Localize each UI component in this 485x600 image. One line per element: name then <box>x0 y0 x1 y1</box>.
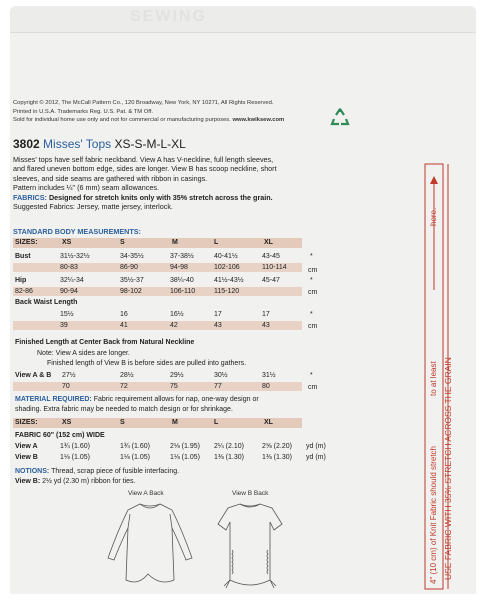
bust-cm: 110-114 <box>262 264 287 271</box>
material-line-1: MATERIAL REQUIRED: Fabric requirement allows for nap, one-way design or <box>15 396 259 403</box>
hip-cm-row <box>13 287 302 296</box>
hip-cm: 98-102 <box>120 288 142 295</box>
finished-cm-row <box>13 382 302 391</box>
view-a-back-caption: View A Back <box>128 490 164 497</box>
back-waist-cm: 42 <box>170 322 178 329</box>
bust-cm: 102-106 <box>214 264 240 271</box>
bust-cm: 80-83 <box>60 264 78 271</box>
pattern-number: 3802 <box>13 137 40 151</box>
bust-cm-unit: cm <box>308 267 318 274</box>
back-waist-in: 16½ <box>170 311 184 318</box>
hip-label: Hip <box>15 277 27 284</box>
back-waist-cm: 43 <box>262 322 270 329</box>
finished-cm: 77 <box>214 383 222 390</box>
view-a-yardage: 1¾ (1.60) <box>60 443 90 450</box>
back-waist-label: Back Waist Length <box>15 299 78 306</box>
view-b-yardage: 1⅛ (1.05) <box>60 454 90 461</box>
finished-in: 29½ <box>170 372 184 379</box>
view-b-label: View B <box>15 454 38 461</box>
finished-cm: 80 <box>262 383 270 390</box>
watermark-text: SEWING <box>130 8 207 25</box>
view-b-yardage: 1⅜ (1.30) <box>214 454 244 461</box>
size-m: M <box>172 239 178 246</box>
fabrics-text: Designed for stretch knits only with 35% stretch across the grain. <box>48 192 273 202</box>
finished-in-unit: * <box>310 372 313 379</box>
notions-viewb-line: View B: 2½ yd (2.30 m) ribbon for ties. <box>15 478 136 485</box>
material-line-2: shading. Extra fabric may be needed to match design or for shrinkage. <box>15 406 233 413</box>
bust-in: 40-41½ <box>214 253 238 260</box>
pattern-title <box>13 137 186 151</box>
size-l: L <box>214 239 219 246</box>
description-line: Pattern includes ¼" (6 mm) seam allowances. <box>13 183 159 193</box>
website: www.kwiksew.com <box>232 117 285 123</box>
fabrics-label: FABRICS: <box>13 192 47 202</box>
material-size-l: L <box>214 419 219 426</box>
back-waist-cm-unit: cm <box>308 323 318 330</box>
bust-in: 34-35½ <box>120 253 144 260</box>
description-line: sleeves, and side seams are gathered with ribbon in casings. <box>13 173 208 183</box>
back-waist-cm: 43 <box>214 322 222 329</box>
finished-in: 27½ <box>62 372 76 379</box>
finished-note-1: Note: View A sides are longer. <box>37 350 130 357</box>
stretch-guide <box>424 160 452 590</box>
copyright-line: Sold for individual home use only and not for commercial or manufacturing purposes. www.kwiksew.com <box>13 117 285 123</box>
back-waist-in-unit: * <box>310 311 313 318</box>
hip-cm: 90-94 <box>60 288 78 295</box>
view-b-yardage: 1⅜ (1.30) <box>262 454 292 461</box>
view-b-yardage: 1⅛ (1.05) <box>120 454 150 461</box>
bust-label: Bust <box>15 253 31 260</box>
bust-cm: 86-90 <box>120 264 138 271</box>
hip-in: 32¼-34 <box>60 277 84 284</box>
copyright-block <box>13 99 353 125</box>
bust-in: 37-38½ <box>170 253 194 260</box>
pattern-sizes: XS-S-M-L-XL <box>114 137 186 151</box>
recycle-icon <box>330 107 350 127</box>
hip-cm: 106-110 <box>170 288 196 295</box>
hip-cm-unit: cm <box>308 289 318 296</box>
hip-in: 41½-43½ <box>214 277 244 284</box>
pattern-description <box>13 155 358 211</box>
finished-note-2: Finished length of View B is before sides are pulled into gathers. <box>47 360 247 367</box>
view-a-back-illustration <box>100 500 200 592</box>
material-size-m: M <box>172 419 178 426</box>
top-watermark-strip <box>10 6 476 33</box>
description-line: Misses' tops have self fabric neckband. View A has V-neckline, full length sleeves, <box>13 155 274 164</box>
view-a-unit: yd (m) <box>306 443 326 450</box>
size-xl: XL <box>264 239 273 246</box>
finished-label: View A & B <box>15 372 52 379</box>
size-xs: XS <box>62 239 72 246</box>
finished-in: 31½ <box>262 372 276 379</box>
stretch-text-4: USE FABRIC WITH 35% STRETCH ACROSS THE GRAIN <box>443 357 453 580</box>
hip-in: 45-47 <box>262 277 280 284</box>
view-b-yardage: 1⅛ (1.05) <box>170 454 200 461</box>
finished-length-heading: Finished Length at Center Back from Natural Neckline <box>15 339 195 346</box>
finished-cm: 72 <box>120 383 128 390</box>
back-waist-in: 17 <box>214 311 222 318</box>
hip-cm: 115-120 <box>214 288 240 295</box>
material-size-s: S <box>120 419 125 426</box>
view-a-yardage: 2⅛ (1.95) <box>170 443 200 450</box>
back-waist-in: 16 <box>120 311 128 318</box>
hip-cm: 82-86 <box>15 288 33 295</box>
bust-in-unit: * <box>310 253 313 260</box>
back-waist-cm-row <box>13 321 302 330</box>
hip-in-unit: * <box>310 277 313 284</box>
stretch-text-3: here. <box>429 207 438 226</box>
material-sizes-label: SIZES: <box>15 419 38 426</box>
back-waist-cm: 41 <box>120 322 128 329</box>
sizes-header-bar <box>13 238 302 248</box>
copyright-line: Copyright © 2012, The McCall Pattern Co., 120 Broadway, New York, NY 10271, All Rights Reserved. <box>13 100 274 106</box>
finished-cm: 75 <box>170 383 178 390</box>
material-sizes-bar <box>13 418 302 428</box>
material-label: MATERIAL REQUIRED: <box>15 396 92 403</box>
hip-in: 38¼-40 <box>170 277 194 284</box>
stretch-text-1: 4" (10 cm) of Knit Fabric should stretch <box>429 445 438 584</box>
back-waist-in: 17 <box>262 311 270 318</box>
view-b-back-caption: View B Back <box>232 490 269 497</box>
view-b-unit: yd (m) <box>306 454 326 461</box>
material-size-xl: XL <box>264 419 273 426</box>
bust-in: 43-45 <box>262 253 280 260</box>
size-s: S <box>120 239 125 246</box>
pattern-name: Misses' Tops <box>43 137 112 151</box>
view-a-yardage: 2⅝ (2.20) <box>262 443 292 450</box>
description-line: and flared uneven bottom edge, sides are longer. View B has scoop neckline, short <box>13 164 277 174</box>
fabric-width-line: FABRIC 60" (152 cm) WIDE <box>15 432 105 439</box>
hip-in: 35½-37 <box>120 277 144 284</box>
finished-cm-unit: cm <box>308 384 318 391</box>
body-measurements-heading: STANDARD BODY MEASUREMENTS: <box>13 227 141 236</box>
copyright-line: Printed in U.S.A. Trademarks Reg. U.S. Pat. & TM Off. <box>13 108 153 115</box>
notions-viewb-label: View B: <box>15 478 41 485</box>
finished-cm: 70 <box>62 383 70 390</box>
notions-label: NOTIONS: <box>15 468 50 475</box>
sizes-header-label: SIZES: <box>15 239 38 246</box>
finished-in: 28½ <box>120 372 134 379</box>
view-a-yardage: 2¼ (2.10) <box>214 443 244 450</box>
stretch-text-2: to at least <box>429 361 438 396</box>
notions-line: NOTIONS: Thread, scrap piece of fusible interfacing. <box>15 468 180 475</box>
material-size-xs: XS <box>62 419 72 426</box>
view-b-back-illustration <box>210 500 290 592</box>
back-waist-in: 15½ <box>60 311 74 318</box>
view-a-label: View A <box>15 443 38 450</box>
bust-cm: 94-98 <box>170 264 188 271</box>
suggested-fabrics: Suggested Fabrics: Jersey, matte jersey, interlock. <box>13 202 173 212</box>
bust-in: 31½-32½ <box>60 253 90 260</box>
back-waist-cm: 39 <box>60 322 68 329</box>
fabrics-line <box>13 193 358 202</box>
bust-cm-row <box>13 263 302 272</box>
finished-in: 30½ <box>214 372 228 379</box>
view-a-yardage: 1¾ (1.60) <box>120 443 150 450</box>
